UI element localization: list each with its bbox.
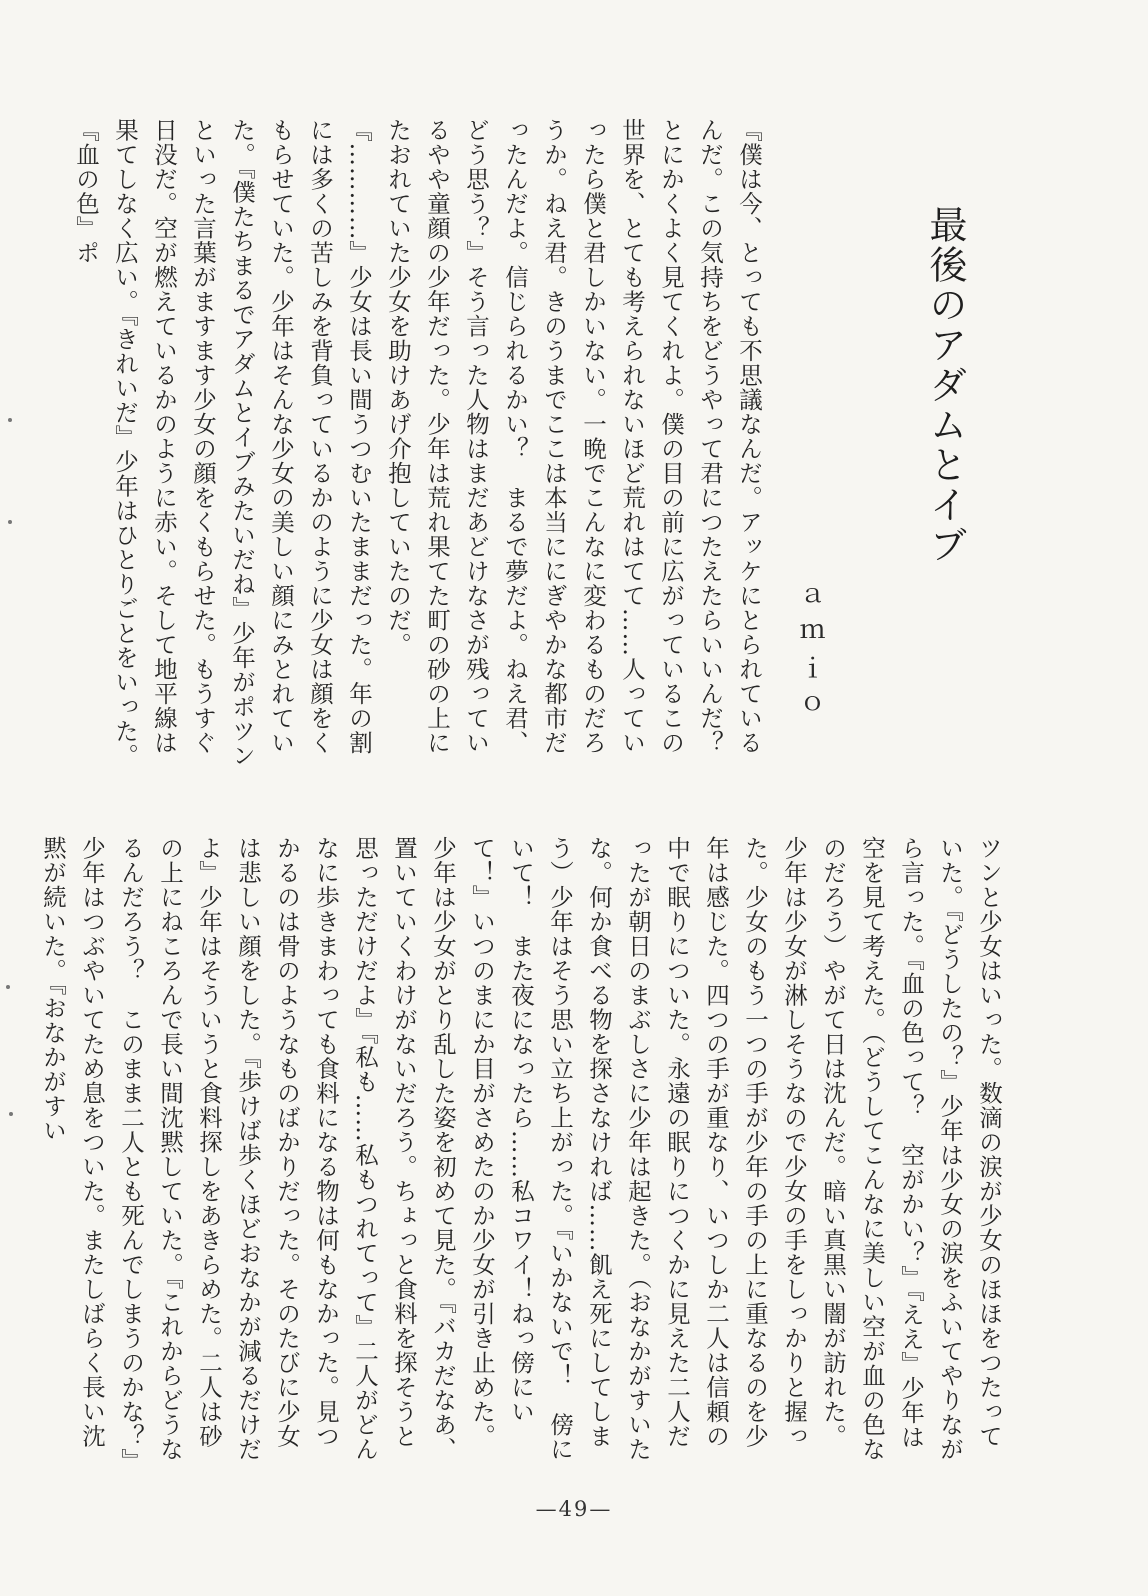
scan-speck bbox=[8, 418, 12, 422]
scan-speck bbox=[6, 985, 10, 989]
scan-speck bbox=[9, 1112, 13, 1116]
scan-speck bbox=[8, 520, 12, 524]
story-title: 最後のアダムとイブ bbox=[923, 205, 967, 565]
text-column-lower bbox=[39, 836, 1008, 1466]
author-name: ａｍｉｏ bbox=[795, 582, 825, 726]
text-column-upper bbox=[72, 118, 768, 780]
page-number: —49— bbox=[535, 1497, 613, 1521]
paragraph: 『僕は今、とっても不思議なんだ。アッケにとられているんだ。この気持ちをどうやって君につたえたらいいんだ？ とにかくよく見てくれよ。僕の目の前に広がっているこの世界を、とても考えられないほど荒れはてて……人っていったら僕と君しかいない。一晩でこんなに変わるものだろうか。ねえ君。きのうまでここは本当ににぎやかな都市だったんだよ。信じられるかい？ まるで夢だよ。ねえ君、どう思う？』そう言った人物はまだあどけなさが残っているやや童顔の少年だった。少年は荒れ果てた町の砂の上にたおれていた少女を助けあげ介抱していたのだ。『…………』少女は長い間うつむいたままだった。年の割には多くの苦しみを背負っているかのように少女は顔をくもらせていた。少年はそんな少女の美しい顔にみとれていた。『僕たちまるでアダムとイブみたいだね』少年がポツンといった言葉がますます少女の顔をくもらせた。もうすぐ日没だ。空が燃えているかのように赤い。そして地平線は果てしなく広い。『きれいだ』少年はひとりごとをいった。『血の色』ポ bbox=[72, 118, 763, 780]
paragraph: ツンと少女はいった。数滴の涙が少女のほほをつたっていた。『どうしたの？』少年は少女の涙をふいてやりながら言った。『血の色って？ 空がかい？』『ええ』少年は空を見て考えた。（どうしてこんなに美しい空が血の色なのだろう）やがて日は沈んだ。暗い真黒い闇が訪れた。少年は少女が淋しそうなので少女の手をしっかりと握った。少女のもう一つの手が少年の手の上に重なるのを少年は感じた。四つの手が重なり、いつしか二人は信頼の中で眠りについた。永遠の眠りにつくかに見えた二人だったが朝日のまぶしさに少年は起きた。（おなかがすいたな。何か食べる物を探さなければ……飢え死にしてしまう）少年はそう思い立ち上がった。『いかないで！ 傍にいて！ また夜になったら……私コワイ！ねっ傍にいて！』いつのまにか目がさめたのか少女が引き止めた。少年は少女がとり乱した姿を初めて見た。『バカだなあ、置いていくわけがないだろう。ちょっと食料を探そうと思っただけだよ』『私も……私もつれてって』二人がどんなに歩きまわっても食料になる物は何もなかった。見つかるのは骨のようなものばかりだった。そのたびに少女は悲しい顔をした。『歩けば歩くほどおなかが減るだけだよ』少年はそういうと食料探しをあきらめた。二人は砂の上にねころんで長い間沈黙していた。『これからどうなるんだろう？ このまま二人とも死んでしまうのかな？』少年はつぶやいてため息をついた。またしばらく長い沈黙が続いた。『おなかがすい bbox=[39, 836, 1003, 1462]
